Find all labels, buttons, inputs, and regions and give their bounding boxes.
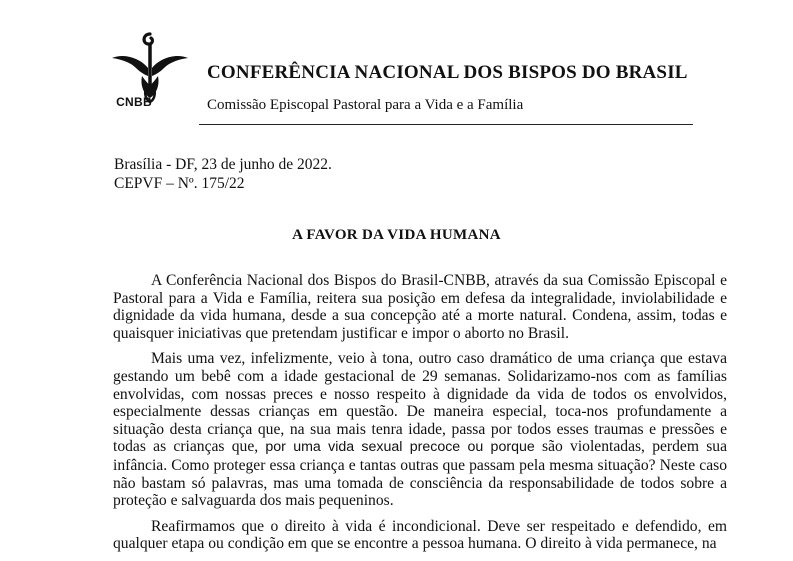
date-line: Brasília - DF, 23 de junho de 2022. (114, 156, 332, 173)
logo-text: CNBB (116, 95, 152, 109)
header-divider (199, 124, 693, 125)
document-title: A FAVOR DA VIDA HUMANA (292, 227, 501, 243)
paragraph-2-part-1: Mais uma vez, infelizmente, veio à tona, outro caso dramático de uma criança que estava gestando um bebê com a idade gestacional de 29 semanas. Solidarizamo-nos com as famílias envolvidas, com nossas preces e nosso respeito à dignidade da vida de todos os envolvidos, especialmente dessas crianças em questão. De maneira especial, toca-nos profundamente a situação desta criança que, na sua mais tenra idade, passa por todos esses traumas e pressões e todas as crianças que, (113, 350, 727, 456)
reference-number: CEPVF – Nº. 175/22 (114, 175, 245, 192)
document-meta (114, 155, 332, 193)
paragraph-2 (113, 350, 727, 509)
paragraph-2-part-2: são violentadas, perdem sua infância. Como proteger essa criança e tantas outras que passam pela mesma situação? Neste caso não bastam só palavras, mas uma tomada de consciência da responsabilidade de todos sobre a proteção e salvaguarda dos mais pequeninos. (113, 438, 727, 510)
paragraph-2-highlight: por uma vida sexual precoce ou porque (265, 439, 535, 456)
organization-title: CONFERÊNCIA NACIONAL DOS BISPOS DO BRASIL (207, 62, 688, 83)
paragraph-1: A Conferência Nacional dos Bispos do Brasil-CNBB, através da sua Comissão Episcopal e Pastoral para a Vida e Família, reitera sua posição em defesa da integralidade, inviolabilidade e dignidade da vida humana, desde a sua concepção até a morte natural. Condena, assim, todas e quaisquer iniciativas que pretendam justificar e impor o aborto no Brasil. (113, 272, 727, 342)
commission-subtitle: Comissão Episcopal Pastoral para a Vida e a Família (207, 97, 524, 113)
paragraph-3: Reafirmamos que o direito à vida é incondicional. Deve ser respeitado e defendido, em qualquer etapa ou condição em que se encontre a pessoa humana. O direito à vida permanece, na (113, 517, 727, 553)
document-body (113, 272, 727, 561)
